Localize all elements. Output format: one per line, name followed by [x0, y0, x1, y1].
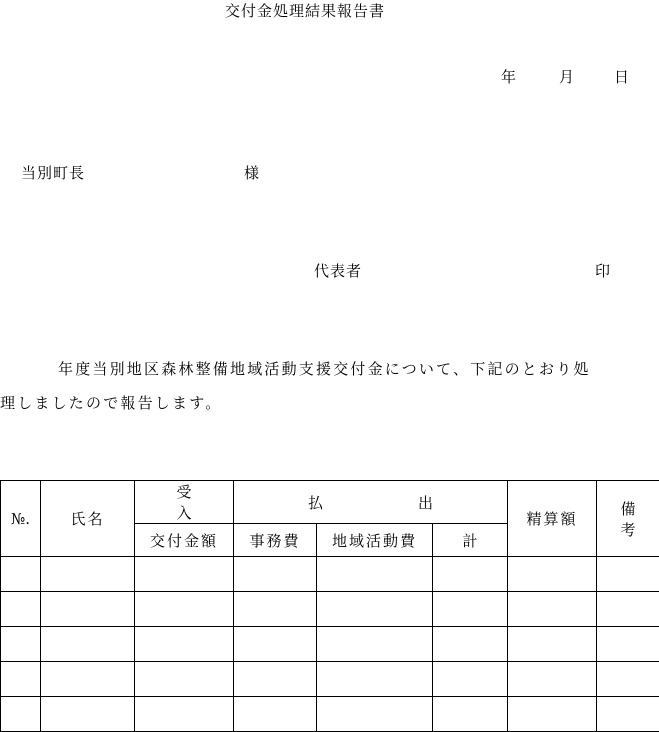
cell-no: [1, 697, 41, 732]
cell-total: [433, 697, 508, 732]
date-year-label: 年: [501, 66, 516, 87]
date-day-label: 日: [614, 66, 629, 87]
header-no: №.: [1, 481, 41, 557]
cell-received: [135, 662, 234, 697]
table-row: [1, 627, 659, 662]
cell-received: [135, 557, 234, 592]
representative-label: 代表者: [314, 260, 362, 281]
cell-settlement: [508, 592, 597, 627]
cell-name: [41, 627, 135, 662]
cell-office-cost: [234, 592, 317, 627]
cell-activity-cost: [317, 697, 433, 732]
cell-no: [1, 662, 41, 697]
cell-settlement: [508, 557, 597, 592]
cell-activity-cost: [317, 592, 433, 627]
header-total: 計: [433, 524, 508, 557]
cell-total: [433, 662, 508, 697]
cell-office-cost: [234, 662, 317, 697]
cell-remarks: [597, 557, 659, 592]
cell-no: [1, 627, 41, 662]
header-office-cost: 事務費: [234, 524, 317, 557]
cell-total: [433, 557, 508, 592]
cell-received: [135, 592, 234, 627]
cell-name: [41, 557, 135, 592]
header-activity-cost: 地域活動費: [317, 524, 433, 557]
cell-name: [41, 592, 135, 627]
body-text-line-2: 理しましたので報告します。: [0, 392, 222, 413]
body-text-line-1: 年度当別地区森林整備地域活動支援交付金について、下記のとおり処: [58, 358, 591, 379]
cell-office-cost: [234, 557, 317, 592]
cell-no: [1, 557, 41, 592]
cell-settlement: [508, 627, 597, 662]
header-received-amount: 交付金額: [135, 524, 234, 557]
cell-received: [135, 697, 234, 732]
report-table: [0, 480, 659, 732]
cell-name: [41, 697, 135, 732]
header-payment: 払 出: [234, 481, 508, 524]
date-month-label: 月: [559, 66, 574, 87]
cell-activity-cost: [317, 662, 433, 697]
seal-mark: 印: [595, 260, 610, 281]
header-settlement: 精算額: [508, 481, 597, 557]
cell-office-cost: [234, 697, 317, 732]
cell-settlement: [508, 662, 597, 697]
cell-no: [1, 592, 41, 627]
cell-activity-cost: [317, 557, 433, 592]
cell-name: [41, 662, 135, 697]
cell-remarks: [597, 592, 659, 627]
header-received-top: 受 入: [135, 481, 234, 524]
table-row: [1, 557, 659, 592]
cell-remarks: [597, 697, 659, 732]
honorific: 様: [244, 162, 259, 183]
table-row: [1, 697, 659, 732]
header-remarks: 備考: [597, 481, 659, 557]
cell-total: [433, 627, 508, 662]
document-title: 交付金処理結果報告書: [225, 0, 385, 21]
table-row: [1, 592, 659, 627]
header-name: 氏名: [41, 481, 135, 557]
addressee: 当別町長: [21, 162, 85, 183]
cell-remarks: [597, 662, 659, 697]
table-row: [1, 662, 659, 697]
cell-remarks: [597, 627, 659, 662]
cell-total: [433, 592, 508, 627]
cell-office-cost: [234, 627, 317, 662]
cell-activity-cost: [317, 627, 433, 662]
cell-settlement: [508, 697, 597, 732]
cell-received: [135, 627, 234, 662]
